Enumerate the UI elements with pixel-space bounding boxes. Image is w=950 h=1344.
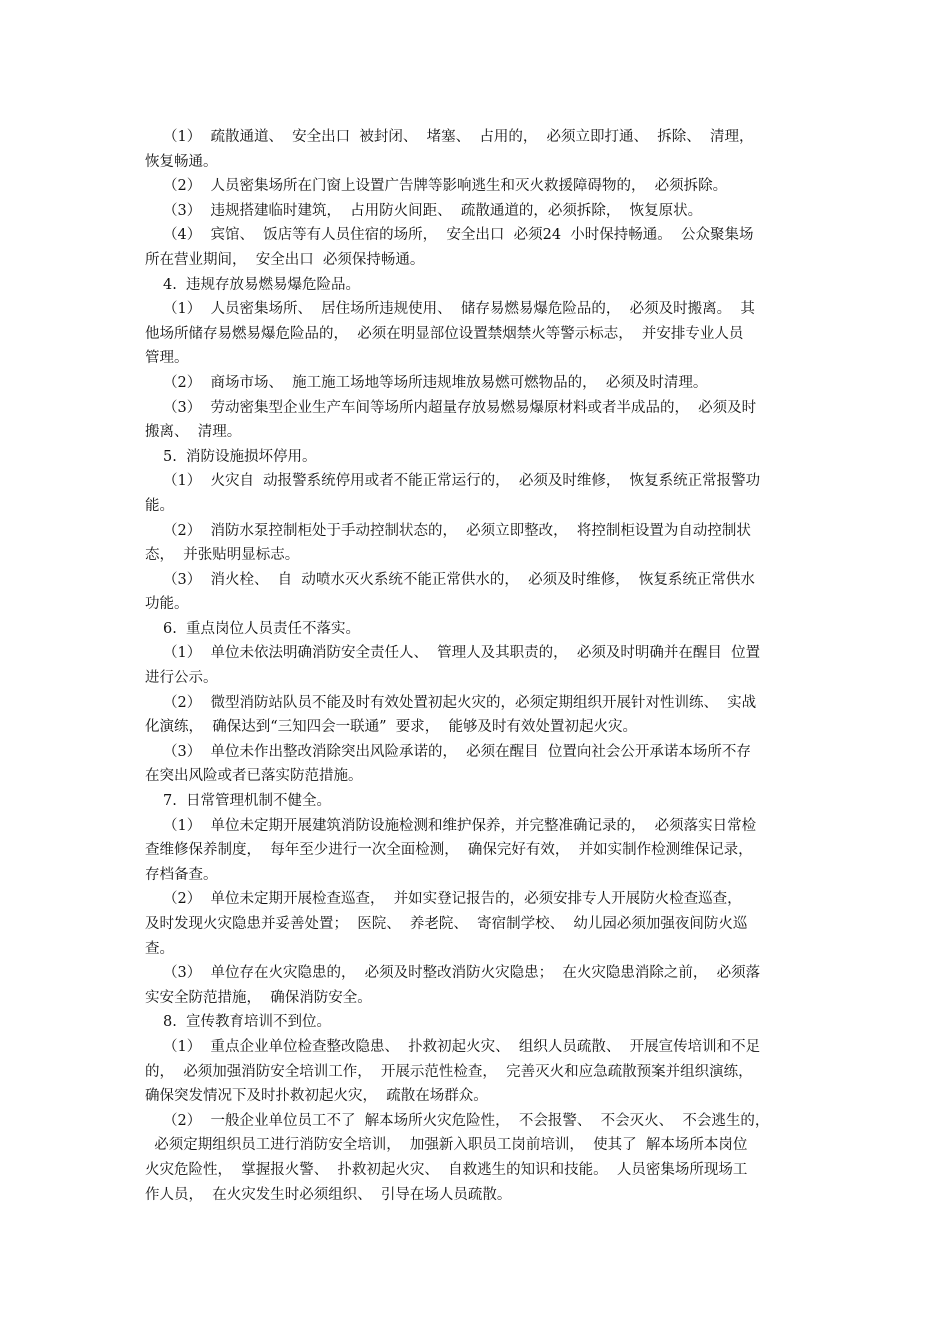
text-line: 态， 并张贴明显标志。 <box>145 547 300 564</box>
text-line: 6. 重点岗位人员责任不落实。 <box>163 620 361 637</box>
text-line: 在突出风险或者已落实防范措施。 <box>145 768 363 785</box>
text-line: 恢复畅通。 <box>145 153 218 170</box>
text-line: 功能。 <box>145 596 189 613</box>
text-line: （2） 微型消防站队员不能及时有效处置初起火灾的，必须定期组织开展针对性训练、 实战 <box>163 694 757 711</box>
text-line: （3） 违规搭建临时建筑， 占用防火间距、 疏散通道的，必须拆除， 恢复原状。 <box>163 202 703 219</box>
text-line: （1） 单位未依法明确消防安全责任人、 管理人及其职责的， 必须及时明确并在醒目 位置 <box>163 645 761 662</box>
text-line: 火灾危险性， 掌握报火警、 扑救初起火灾、 自救逃生的知识和技能。 人员密集场所现场工 <box>145 1161 748 1178</box>
text-line: 进行公示。 <box>145 670 218 687</box>
text-line: （1） 人员密集场所、 居住场所违规使用、 储存易燃易爆危险品的， 必须及时搬离。 其 <box>163 301 755 318</box>
text-line: （4） 宾馆、 饭店等有人员住宿的场所， 安全出口 必须24 小时保持畅通。 公众聚集场 <box>163 227 754 244</box>
text-line: 必须定期组织员工进行消防安全培训， 加强新入职员工岗前培训， 使其了 解本场所本岗位 <box>145 1137 748 1154</box>
text-line: 他场所储存易燃易爆危险品的， 必须在明显部位设置禁烟禁火等警示标志， 并安排专业人员 <box>145 325 744 342</box>
text-line: 查维修保养制度， 每年至少进行一次全面检测， 确保完好有效， 并如实制作检测维保记录， <box>145 842 753 859</box>
text-line: 5. 消防设施损坏停用。 <box>163 448 317 465</box>
text-line: 存档备查。 <box>145 866 218 883</box>
text-line: （3） 消火栓、 自 动喷水灭火系统不能正常供水的， 必须及时维修， 恢复系统正常供水 <box>163 571 755 588</box>
text-line: （3） 单位存在火灾隐患的， 必须及时整改消防火灾隐患； 在火灾隐患消除之前， 必须落 <box>163 965 761 982</box>
text-line: （2） 人员密集场所在门窗上设置广告牌等影响逃生和灭火救援障碍物的， 必须拆除。 <box>163 178 728 195</box>
text-line: 8. 宣传教育培训不到位。 <box>163 1014 332 1031</box>
text-line: 搬离、 清理。 <box>145 424 242 441</box>
text-line: 化演练， 确保达到“三知四会一联通” 要求， 能够及时有效处置初起火灾。 <box>145 719 637 736</box>
text-line: 能。 <box>145 497 174 514</box>
text-line: 确保突发情况下及时扑救初起火灾， 疏散在场群众。 <box>145 1088 488 1105</box>
text-line: （3） 单位未作出整改消除突出风险承诺的， 必须在醒目 位置向社会公开承诺本场所不存 <box>163 743 751 760</box>
text-line: 所在营业期间， 安全出口 必须保持畅通。 <box>145 251 425 268</box>
text-line: 管理。 <box>145 350 189 367</box>
text-line: （1） 火灾自 动报警系统停用或者不能正常运行的， 必须及时维修， 恢复系统正常报警功 <box>163 473 761 490</box>
text-line: 实安全防范措施， 确保消防安全。 <box>145 989 372 1006</box>
text-line: （1） 重点企业单位检查整改隐患、 扑救初起火灾、 组织人员疏散、 开展宣传培训和不足 <box>163 1038 761 1055</box>
text-line: 4. 违规存放易燃易爆危险品。 <box>163 276 361 293</box>
text-line: （2） 一般企业单位员工不了 解本场所火灾危险性， 不会报警、 不会灭火、 不会逃生的， <box>163 1112 770 1129</box>
text-line: 及时发现火灾隐患并妥善处置； 医院、 养老院、 寄宿制学校、 幼儿园必须加强夜间防火巡 <box>145 916 748 932</box>
text-line: （3） 劳动密集型企业生产车间等场所内超量存放易燃易爆原材料或者半成品的， 必须及时 <box>163 399 757 416</box>
text-line: 7. 日常管理机制不健全。 <box>163 793 332 810</box>
text-line: （2） 消防水泵控制柜处于手动控制状态的， 必须立即整改， 将控制柜设置为自动控制状 <box>163 522 751 539</box>
text-line: （2） 商场市场、 施工施工场地等场所违规堆放易燃可燃物品的， 必须及时清理。 <box>163 374 708 391</box>
text-line: （1） 单位未定期开展建筑消防设施检测和维护保养，并完整准确记录的， 必须落实日常检 <box>163 817 757 834</box>
text-line: （2） 单位未定期开展检查巡查， 并如实登记报告的，必须安排专人开展防火检查巡查， <box>163 891 742 908</box>
text-line: （1） 疏散通道、 安全出口 被封闭、 堵塞、 占用的， 必须立即打通、 拆除、 清理， <box>163 129 754 145</box>
text-line: 查。 <box>145 940 174 957</box>
text-line: 作人员， 在火灾发生时必须组织、 引导在场人员疏散。 <box>145 1186 512 1203</box>
text-line: 的， 必须加强消防安全培训工作， 开展示范性检查， 完善灭火和应急疏散预案并组织演练， <box>145 1063 753 1080</box>
